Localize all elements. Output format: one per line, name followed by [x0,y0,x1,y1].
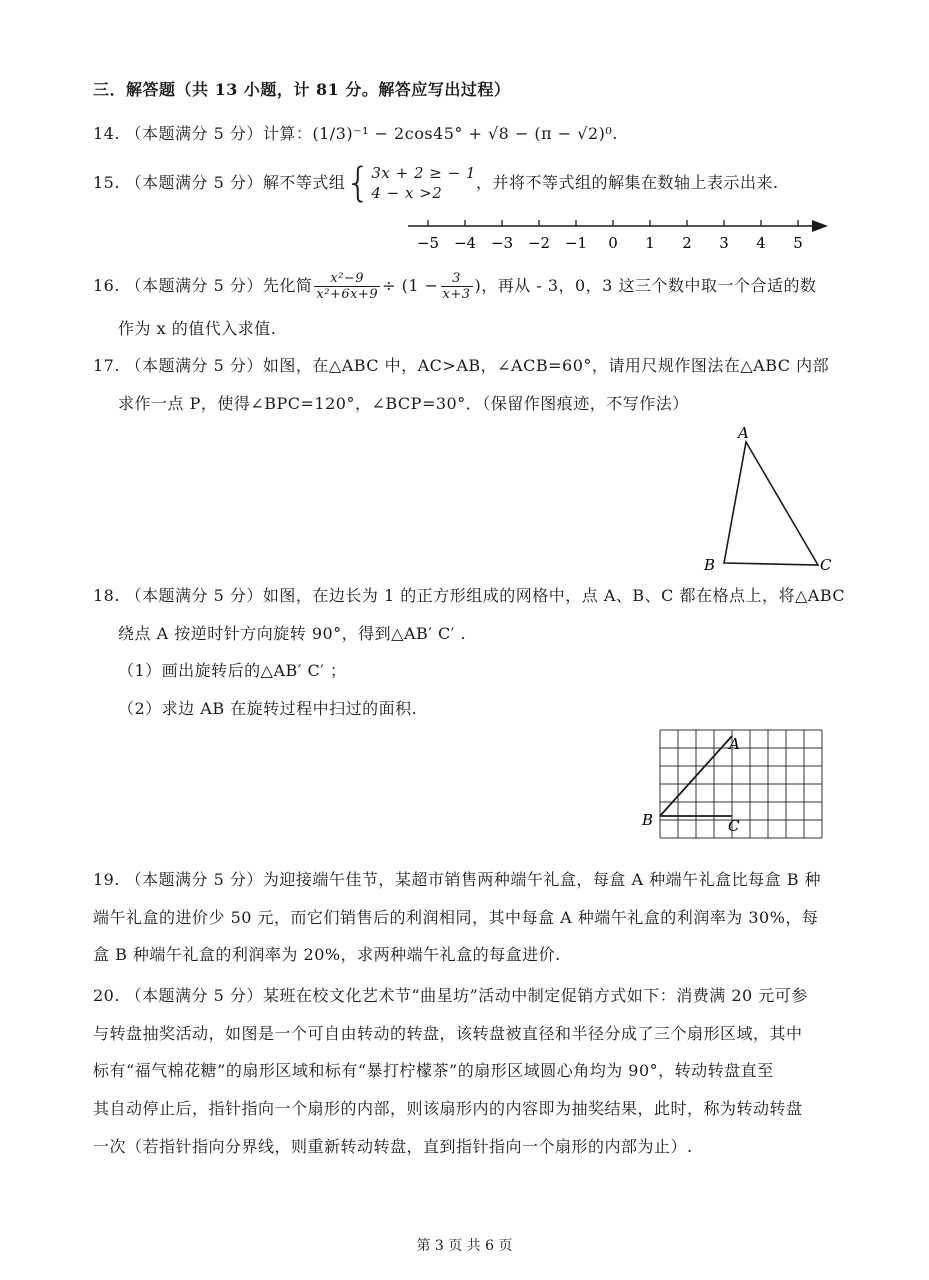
question-16-line-2: 作为 x 的值代入求值. [118,319,277,338]
number-line-tick-label: 0 [608,234,618,252]
number-line-arrow [812,220,828,232]
vertex-label-a: A [738,424,749,442]
question-18-line-2: 绕点 A 按逆时针方向旋转 90°，得到△AB′ C′ . [118,624,467,643]
question-16-suffix: )，再从 - 3，0，3 这三个数中取一个合适的数 [474,276,817,295]
inequality-line-2: 4 − x >2 [371,184,443,202]
fraction-1-numerator: x²−9 [314,271,380,287]
fraction-2-numerator: 3 [441,271,473,287]
fraction-1 [314,271,380,302]
number-line-tick-label: −1 [564,234,588,252]
question-15-prefix: 15. （本题满分 5 分）解不等式组 [93,173,346,192]
inequality-system [371,163,476,203]
number-line-tick-label: 4 [756,234,766,252]
grid-figure [640,724,845,864]
inequality-line-1: 3x + 2 ≥ − 1 [371,164,476,182]
question-14: 14. （本题满分 5 分）计算：(1/3)⁻¹ − 2cos45° + √8 − (π − √2)⁰. [93,124,618,143]
brace-symbol: { [345,160,372,206]
question-16 [93,266,816,306]
question-16-prefix: 16. （本题满分 5 分）先化简 [93,276,313,295]
triangle-figure [690,418,850,578]
number-line-tick-label: 3 [719,234,729,252]
number-line-tick-label: 5 [793,234,803,252]
section-header: 三．解答题（共 13 小题，计 81 分。解答应写出过程） [93,80,511,99]
question-18-sub-1: （1）画出旋转后的△AB′ C′ ； [118,661,347,680]
fraction-2-denominator: x+3 [442,286,471,302]
number-line-tick-label: 1 [645,234,655,252]
question-17-line-2: 求作一点 P，使得∠BPC=120°，∠BCP=30°．（保留作图痕迹，不写作法） [118,394,689,413]
vertex-label-c: C [820,556,832,574]
question-18-line-1: 18. （本题满分 5 分）如图，在边长为 1 的正方形组成的网格中，点 A、B、C 都在格点上，将△ABC [93,586,846,605]
fraction-2 [441,271,473,302]
grid-label-c: C [728,817,740,835]
question-18-sub-2: （2）求边 AB 在旋转过程中扫过的面积. [118,699,418,718]
question-17-line-1: 17. （本题满分 5 分）如图，在△ABC 中，AC>AB，∠ACB=60°，请用尺规作图法在△ABC 内部 [93,356,830,375]
grid-lines [660,730,822,838]
question-20-line-2: 与转盘抽奖活动，如图是一个可自由转动的转盘，该转盘被直径和半径分成了三个扇形区域，其中 [93,1024,803,1043]
question-19-line-2: 端午礼盒的进价少 50 元，而它们销售后的利润相同，其中每盒 A 种端午礼盒的利润率为 30%，每 [93,908,819,927]
question-15 [93,160,779,206]
question-20-line-5: 一次（若指针指向分界线，则重新转动转盘，直到指针指向一个扇形的内部为止）. [93,1137,693,1156]
number-line-tick-label: 2 [682,234,692,252]
vertex-label-b: B [704,556,716,574]
question-20-line-1: 20. （本题满分 5 分）某班在校文化艺术节“曲星坊”活动中制定促销方式如下：消费满 20 元可参 [93,986,808,1005]
number-line-tick-label: −2 [527,234,551,252]
grid-label-b: B [642,811,654,829]
question-19-line-3: 盒 B 种端午礼盒的利润率为 20%，求两种端午礼盒的每盒进价. [93,945,561,964]
grid-label-a: A [729,735,740,753]
fraction-1-denominator: x²+6x+9 [316,286,379,302]
question-19-line-1: 19. （本题满分 5 分）为迎接端午佳节，某超市销售两种端午礼盒，每盒 A 种端午礼盒比每盒 B 种 [93,870,822,889]
number-line-tick-label: −3 [490,234,514,252]
question-20-line-4: 其自动停止后，指针指向一个扇形的内部，则该扇形内的内容即为抽奖结果，此时，称为转动转盘 [93,1099,803,1118]
question-15-suffix: ，并将不等式组的解集在数轴上表示出来. [475,173,779,192]
triangle-abc [724,442,818,565]
question-16-middle: ÷ (1 − [382,276,439,295]
page-footer: 第 3 页 共 6 页 [416,1238,513,1254]
number-line-tick-label: −5 [416,234,440,252]
number-line-tick-label: −4 [453,234,477,252]
question-20-line-3: 标有“福气棉花糖”的扇形区域和标有“暴打柠檬茶”的扇形区域圆心角均为 90°，转动转盘直至 [93,1061,774,1080]
number-line [400,210,840,256]
